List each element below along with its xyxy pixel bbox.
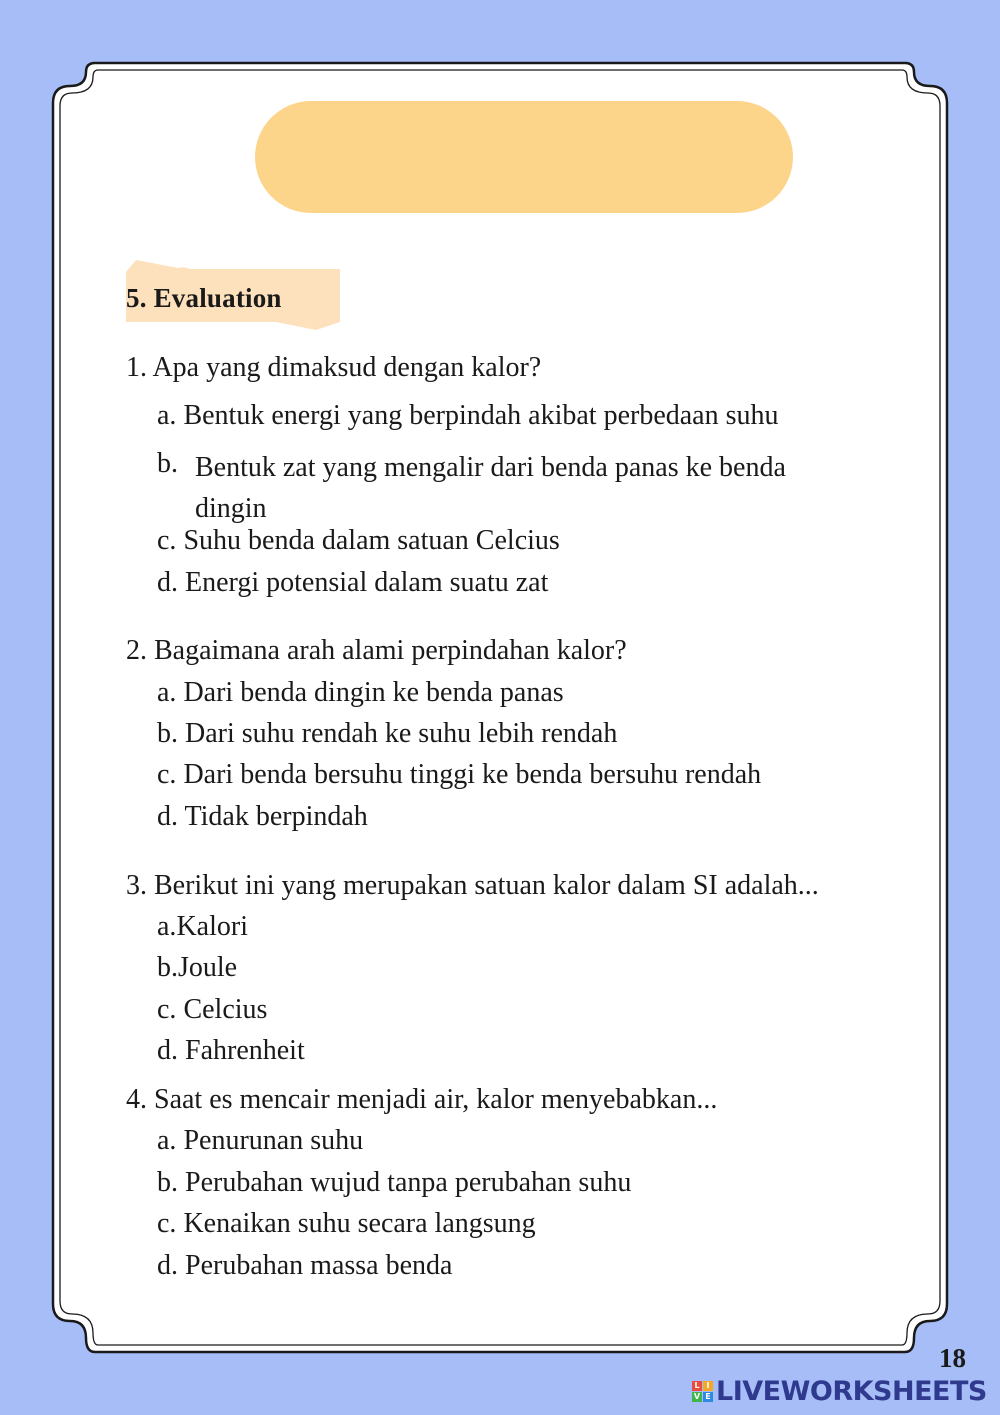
option-label: a.	[157, 911, 177, 942]
option-text: Dari benda bersuhu tinggi ke benda bersuhu rendah	[183, 759, 762, 790]
option-text: Joule	[178, 952, 238, 983]
option-label: c.	[157, 525, 177, 556]
question-2: 2. Bagaimana arah alami perpindahan kalor?	[126, 635, 627, 666]
option-label: d.	[157, 567, 178, 598]
question-1-option-b[interactable]	[157, 447, 857, 529]
option-label: b.	[157, 718, 178, 749]
question-2-option-a[interactable]	[157, 676, 564, 710]
logo-letter: L	[692, 1381, 702, 1391]
question-1: 1. Apa yang dimaksud dengan kalor?	[126, 352, 542, 383]
option-label: a.	[157, 400, 177, 431]
question-4: 4. Saat es mencair menjadi air, kalor menyebabkan...	[126, 1084, 718, 1115]
liveworksheets-brand[interactable]	[692, 1375, 987, 1407]
option-text: Dari benda dingin ke benda panas	[183, 677, 564, 708]
option-text: Perubahan massa benda	[185, 1250, 453, 1281]
question-2-option-d[interactable]	[157, 800, 368, 834]
liveworksheets-logo-icon	[692, 1381, 713, 1402]
option-text: Fahrenheit	[185, 1035, 305, 1066]
question-3-option-c[interactable]	[157, 993, 267, 1027]
option-label: c.	[157, 759, 177, 790]
question-3: 3. Berikut ini yang merupakan satuan kalor dalam SI adalah...	[126, 870, 819, 901]
title-banner	[255, 101, 793, 213]
option-text: Penurunan suhu	[183, 1125, 364, 1156]
option-text: Kalori	[176, 911, 248, 942]
question-4-option-d[interactable]	[157, 1249, 452, 1283]
option-text: Bentuk energi yang berpindah akibat perbedaan suhu	[183, 400, 779, 431]
option-text: Bentuk zat yang mengalir dari benda panas ke benda dingin	[195, 452, 786, 524]
option-text: Energi potensial dalam suatu zat	[185, 567, 549, 598]
page-number: 18	[939, 1343, 966, 1373]
option-text: Perubahan wujud tanpa perubahan suhu	[185, 1167, 632, 1198]
option-label: a.	[157, 1125, 177, 1156]
option-text: Dari suhu rendah ke suhu lebih rendah	[185, 718, 618, 749]
question-3-option-a[interactable]	[157, 910, 248, 944]
option-label: b.	[157, 952, 178, 983]
question-3-option-b[interactable]	[157, 951, 237, 985]
option-label: b.	[157, 448, 178, 479]
option-label: d.	[157, 1035, 178, 1066]
option-label: c.	[157, 1208, 177, 1239]
question-4-option-a[interactable]	[157, 1124, 363, 1158]
option-text: Suhu benda dalam satuan Celcius	[183, 525, 560, 556]
option-label: a.	[157, 677, 177, 708]
question-1-option-a[interactable]	[157, 399, 779, 433]
logo-letter: I	[703, 1381, 713, 1391]
brand-name: LIVEWORKSHEETS	[716, 1375, 987, 1407]
logo-letter: E	[703, 1392, 713, 1402]
option-text: Celcius	[183, 994, 268, 1025]
option-label: d.	[157, 1250, 178, 1281]
option-label: d.	[157, 801, 178, 832]
question-3-option-d[interactable]	[157, 1034, 305, 1068]
section-title: 5. Evaluation	[126, 283, 282, 313]
logo-letter: V	[693, 1391, 701, 1401]
question-4-option-b[interactable]	[157, 1166, 631, 1200]
option-label: b.	[157, 1167, 178, 1198]
option-label: c.	[157, 994, 177, 1025]
option-text: Tidak berpindah	[184, 801, 368, 832]
question-1-option-d[interactable]	[157, 566, 548, 600]
question-2-option-b[interactable]	[157, 717, 617, 751]
question-2-option-c[interactable]	[157, 758, 761, 792]
option-text: Kenaikan suhu secara langsung	[183, 1208, 536, 1239]
question-4-option-c[interactable]	[157, 1207, 536, 1241]
question-1-option-c[interactable]	[157, 524, 560, 558]
